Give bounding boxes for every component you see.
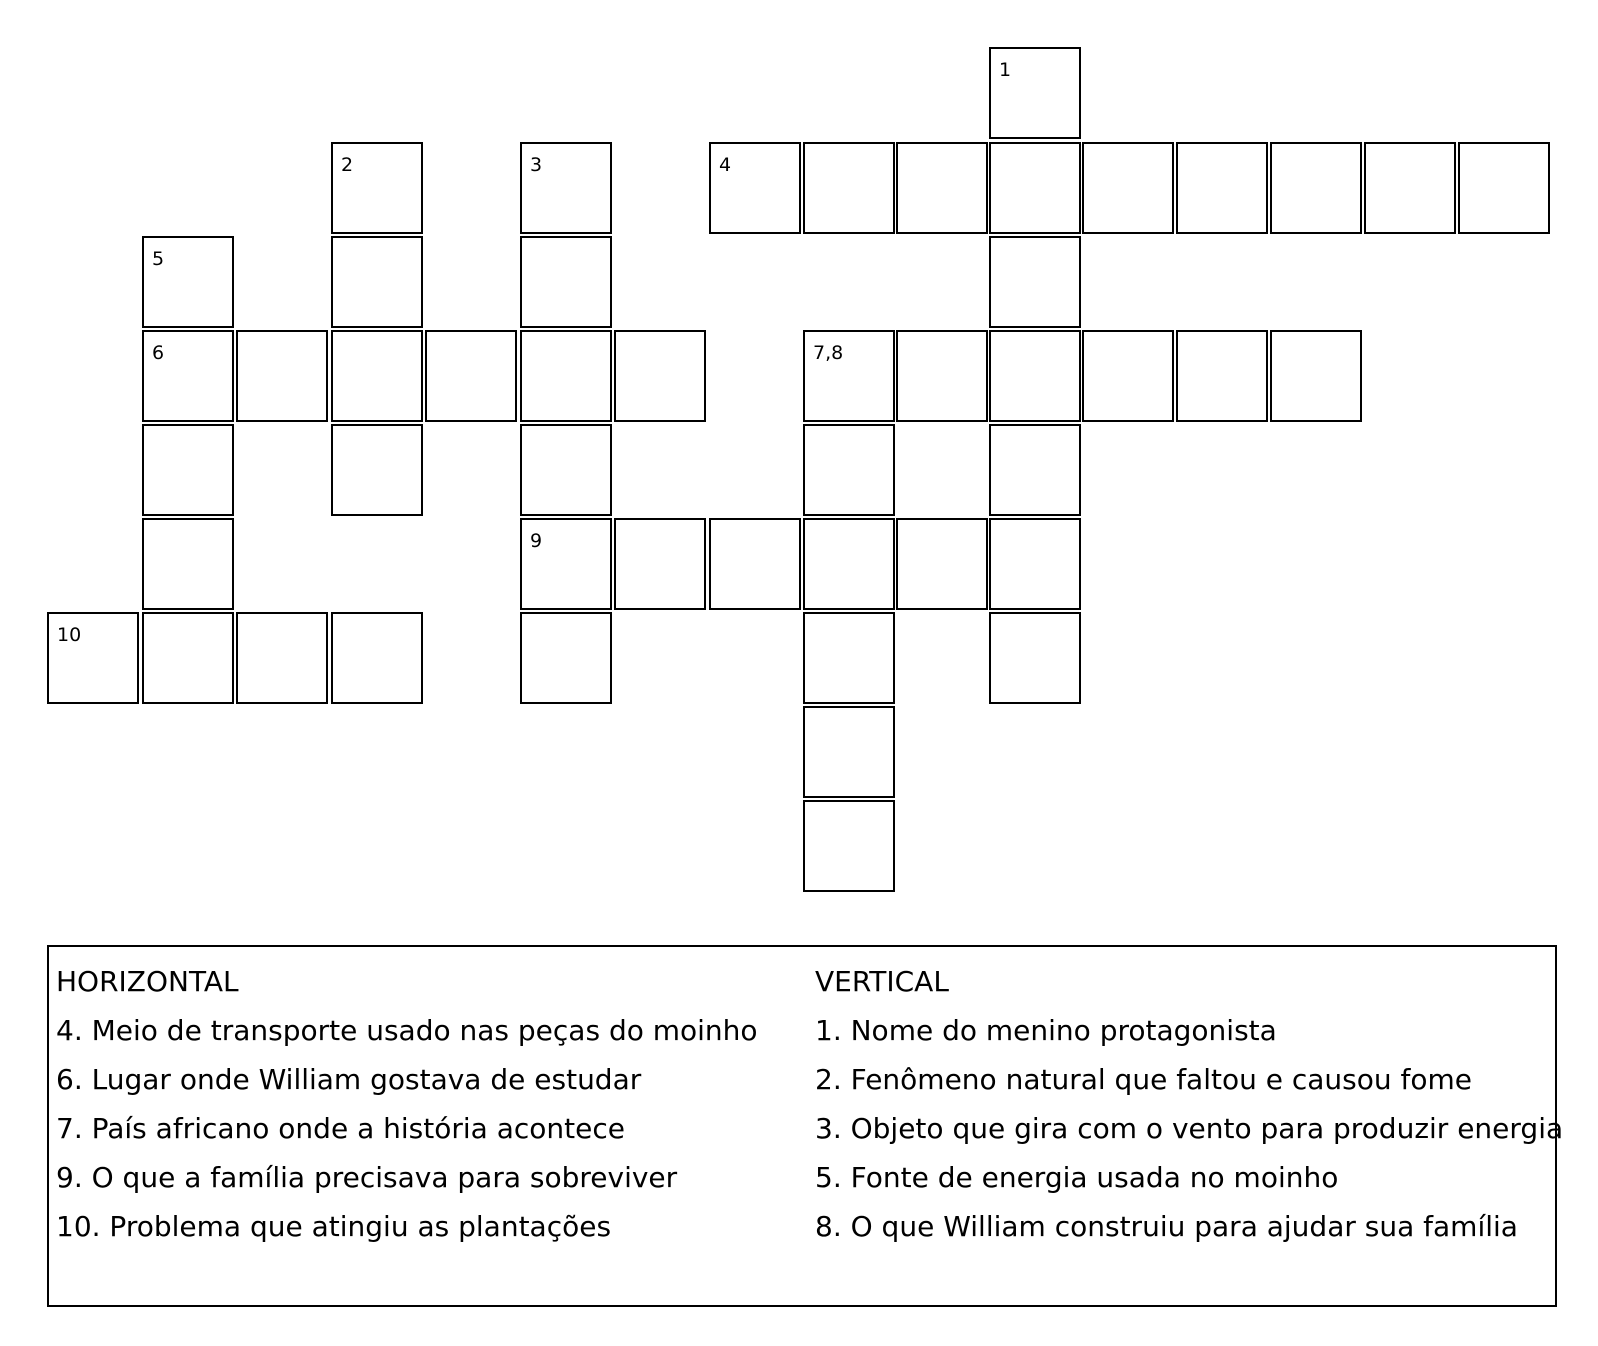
crossword-cell[interactable] xyxy=(1082,330,1174,422)
clue-number: 4 xyxy=(719,154,732,176)
crossword-cell[interactable] xyxy=(1176,142,1268,234)
crossword-cell[interactable] xyxy=(989,424,1081,516)
clues-box xyxy=(47,945,1564,1307)
crossword-cell[interactable] xyxy=(142,330,234,422)
crossword-cell[interactable] xyxy=(989,612,1081,704)
clue-number: 1 xyxy=(999,59,1012,81)
crossword-cell[interactable] xyxy=(989,142,1081,234)
clue-number: 3 xyxy=(530,154,543,176)
crossword-cell[interactable] xyxy=(989,330,1081,422)
horizontal-heading: HORIZONTAL xyxy=(56,965,239,998)
crossword-cell[interactable] xyxy=(1270,142,1362,234)
crossword-cell[interactable] xyxy=(142,518,234,610)
crossword-cell[interactable] xyxy=(142,424,234,516)
crossword-cell[interactable] xyxy=(142,236,234,328)
clue-item: 6. Lugar onde William gostava de estudar xyxy=(56,1063,642,1096)
crossword-cell[interactable] xyxy=(709,142,801,234)
crossword-cell[interactable] xyxy=(614,330,706,422)
crossword-cell[interactable] xyxy=(520,236,612,328)
crossword-cell[interactable] xyxy=(803,518,895,610)
crossword-cell[interactable] xyxy=(47,612,139,704)
clue-number: 2 xyxy=(341,154,354,176)
crossword-cell[interactable] xyxy=(331,612,423,704)
crossword-cell[interactable] xyxy=(520,612,612,704)
crossword-cell[interactable] xyxy=(803,142,895,234)
crossword-cell[interactable] xyxy=(989,518,1081,610)
crossword-cell[interactable] xyxy=(236,612,328,704)
crossword-cell[interactable] xyxy=(520,142,612,234)
crossword-cell[interactable] xyxy=(331,330,423,422)
crossword-cell[interactable] xyxy=(803,706,895,798)
crossword-cell[interactable] xyxy=(425,330,517,422)
crossword-cell[interactable] xyxy=(520,518,612,610)
crossword-cell[interactable] xyxy=(896,518,988,610)
crossword-cell[interactable] xyxy=(1176,330,1268,422)
vertical-heading: VERTICAL xyxy=(815,965,949,998)
crossword-cell[interactable] xyxy=(896,142,988,234)
crossword-cell[interactable] xyxy=(1458,142,1550,234)
crossword-cell[interactable] xyxy=(1364,142,1456,234)
crossword-cell[interactable] xyxy=(989,236,1081,328)
clue-item: 4. Meio de transporte usado nas peças do moinho xyxy=(56,1014,758,1047)
crossword-cell[interactable] xyxy=(803,612,895,704)
clue-item: 7. País africano onde a história acontece xyxy=(56,1112,625,1145)
crossword-cell[interactable] xyxy=(236,330,328,422)
crossword-cell[interactable] xyxy=(989,47,1081,139)
clue-item: 3. Objeto que gira com o vento para produzir energia xyxy=(815,1112,1564,1145)
clue-number: 6 xyxy=(152,342,165,364)
crossword-cell[interactable] xyxy=(896,330,988,422)
crossword-cell[interactable] xyxy=(803,800,895,892)
crossword-cell[interactable] xyxy=(142,612,234,704)
clue-item: 5. Fonte de energia usada no moinho xyxy=(815,1161,1339,1194)
crossword-cell[interactable] xyxy=(614,518,706,610)
clue-number: 7,8 xyxy=(813,342,844,364)
clue-item: 2. Fenômeno natural que faltou e causou fome xyxy=(815,1063,1473,1096)
crossword-cell[interactable] xyxy=(1082,142,1174,234)
clue-number: 10 xyxy=(57,624,82,646)
clue-item: 10. Problema que atingiu as plantações xyxy=(56,1210,612,1243)
crossword-cell[interactable] xyxy=(331,424,423,516)
clue-item: 8. O que William construiu para ajudar sua família xyxy=(815,1210,1518,1243)
horizontal-clues xyxy=(56,957,758,1251)
clue-item: 9. O que a família precisava para sobreviver xyxy=(56,1161,678,1194)
clue-number: 5 xyxy=(152,248,165,270)
vertical-clues xyxy=(815,957,1563,1251)
crossword-cell[interactable] xyxy=(803,424,895,516)
crossword-cell[interactable] xyxy=(1270,330,1362,422)
crossword-cell[interactable] xyxy=(331,236,423,328)
clue-item: 1. Nome do menino protagonista xyxy=(815,1014,1277,1047)
clue-number: 9 xyxy=(530,530,543,552)
crossword-cell[interactable] xyxy=(520,330,612,422)
crossword-cell[interactable] xyxy=(709,518,801,610)
crossword-cell[interactable] xyxy=(520,424,612,516)
crossword-cell[interactable] xyxy=(331,142,423,234)
crossword-cell[interactable] xyxy=(803,330,895,422)
